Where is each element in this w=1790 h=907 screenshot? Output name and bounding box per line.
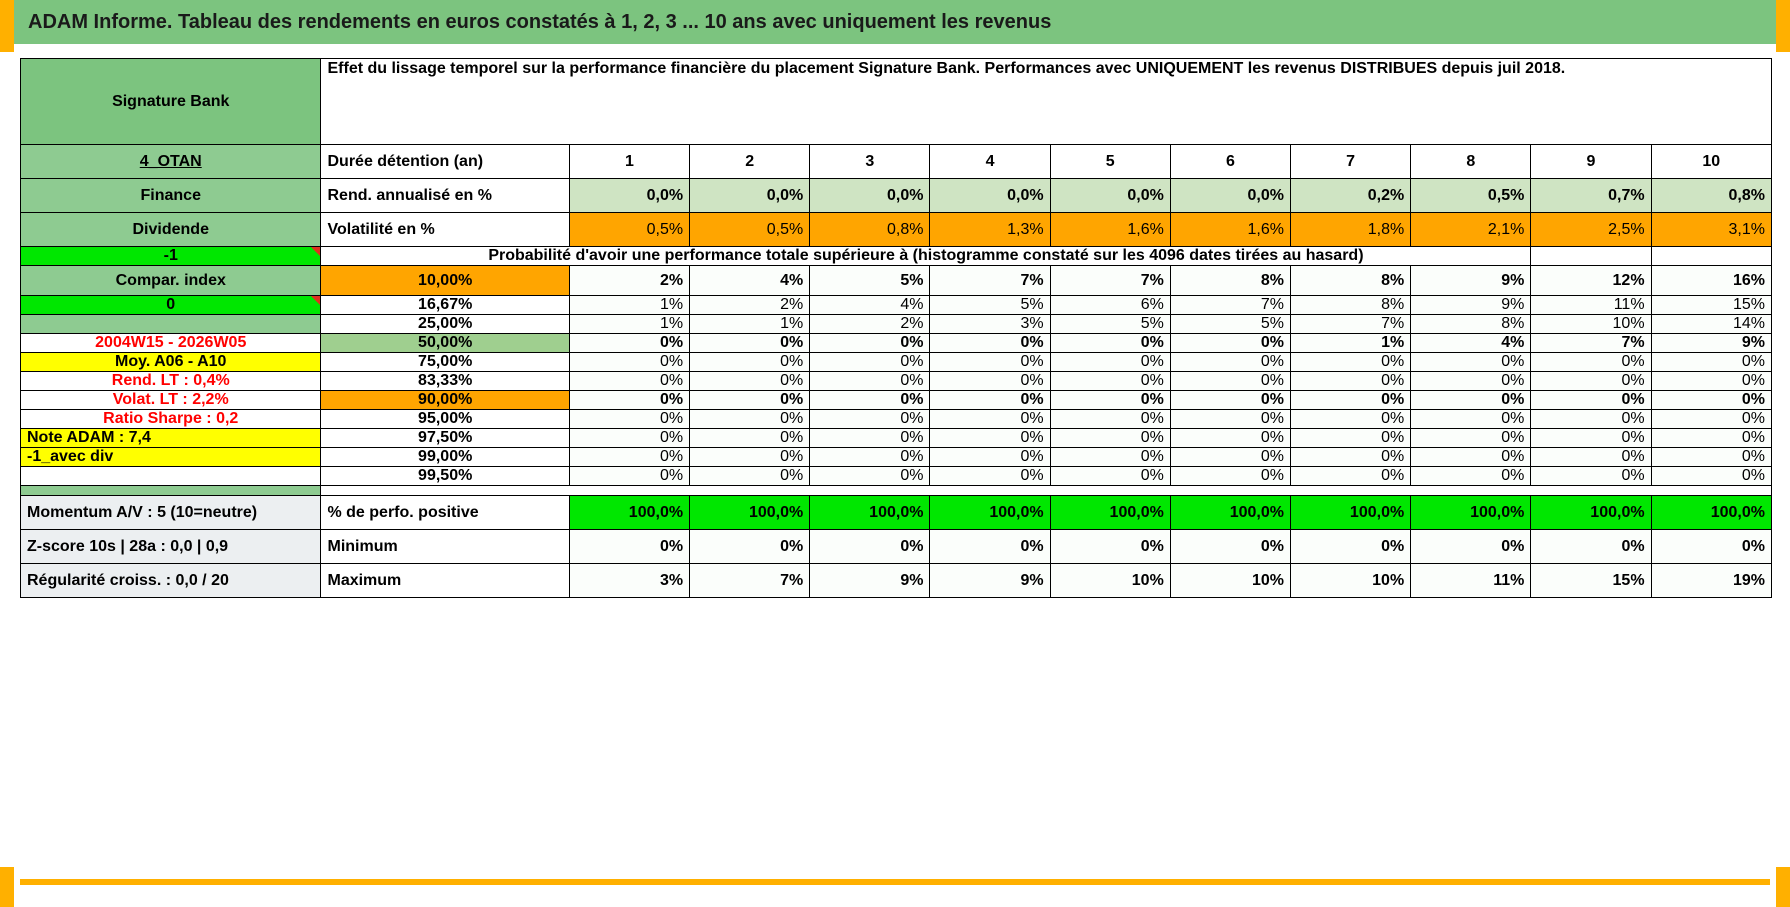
t5-c5: 0% xyxy=(1050,353,1170,372)
pp-c8: 100,0% xyxy=(1411,496,1531,530)
t3-c4: 3% xyxy=(930,315,1050,334)
col-header-6: 6 xyxy=(1170,145,1290,179)
t3-c1: 1% xyxy=(569,315,689,334)
volat-6: 1,6% xyxy=(1170,213,1290,247)
t8-c9: 0% xyxy=(1531,410,1651,429)
label-regularite: Régularité croiss. : 0,0 / 20 xyxy=(21,564,321,598)
col-header-10: 10 xyxy=(1651,145,1771,179)
t5-c1: 0% xyxy=(569,353,689,372)
page-title-bar xyxy=(14,0,1776,44)
t11-c7: 0% xyxy=(1291,467,1411,486)
t9-c9: 0% xyxy=(1531,429,1651,448)
banner-pad-1 xyxy=(1531,247,1651,266)
volat-1: 0,5% xyxy=(569,213,689,247)
t11-c6: 0% xyxy=(1170,467,1290,486)
threshold-7: 90,00% xyxy=(321,391,569,410)
t2-c10: 15% xyxy=(1651,296,1771,315)
max-c6: 10% xyxy=(1170,564,1290,598)
volat-4: 1,3% xyxy=(930,213,1050,247)
rend-8: 0,5% xyxy=(1411,179,1531,213)
rend-1: 0,0% xyxy=(569,179,689,213)
t3-c9: 10% xyxy=(1531,315,1651,334)
label-volat-lt: Volat. LT : 2,2% xyxy=(21,391,321,410)
t9-c7: 0% xyxy=(1291,429,1411,448)
t5-c10: 0% xyxy=(1651,353,1771,372)
max-c8: 11% xyxy=(1411,564,1531,598)
label-flag-2-text: 0 xyxy=(166,296,176,313)
rend-5: 0,0% xyxy=(1050,179,1170,213)
volat-3: 0,8% xyxy=(810,213,930,247)
t9-c1: 0% xyxy=(569,429,689,448)
table-row-maximum xyxy=(21,564,1772,598)
min-c7: 0% xyxy=(1291,530,1411,564)
t8-c10: 0% xyxy=(1651,410,1771,429)
min-c3: 0% xyxy=(810,530,930,564)
row-label-perfo-pos: % de perfo. positive xyxy=(321,496,569,530)
banner-pad-2 xyxy=(1651,247,1771,266)
t9-c2: 0% xyxy=(690,429,810,448)
t7-c2: 0% xyxy=(690,391,810,410)
t6-c8: 0% xyxy=(1411,372,1531,391)
rend-7: 0,2% xyxy=(1291,179,1411,213)
threshold-10: 99,00% xyxy=(321,448,569,467)
label-flag-1 xyxy=(21,247,321,266)
label-rend-lt: Rend. LT : 0,4% xyxy=(21,372,321,391)
pp-c4: 100,0% xyxy=(930,496,1050,530)
t6-c2: 0% xyxy=(690,372,810,391)
t9-c4: 0% xyxy=(930,429,1050,448)
t5-c7: 0% xyxy=(1291,353,1411,372)
t7-c6: 0% xyxy=(1170,391,1290,410)
table-row-threshold-10 xyxy=(21,448,1772,467)
min-c1: 0% xyxy=(569,530,689,564)
pp-c3: 100,0% xyxy=(810,496,930,530)
t2-c4: 5% xyxy=(930,296,1050,315)
t4-c6: 0% xyxy=(1170,334,1290,353)
t8-c3: 0% xyxy=(810,410,930,429)
label-compar-index: Compar. index xyxy=(21,266,321,296)
t4-c8: 4% xyxy=(1411,334,1531,353)
t3-c8: 8% xyxy=(1411,315,1531,334)
threshold-11: 99,50% xyxy=(321,467,569,486)
t10-c2: 0% xyxy=(690,448,810,467)
threshold-1: 10,00% xyxy=(321,266,569,296)
table-row-spacer xyxy=(21,486,1772,496)
t2-c8: 9% xyxy=(1411,296,1531,315)
row-label-duree: Durée détention (an) xyxy=(321,145,569,179)
max-c5: 10% xyxy=(1050,564,1170,598)
threshold-5: 75,00% xyxy=(321,353,569,372)
t8-c8: 0% xyxy=(1411,410,1531,429)
rend-2: 0,0% xyxy=(690,179,810,213)
t5-c4: 0% xyxy=(930,353,1050,372)
t10-c5: 0% xyxy=(1050,448,1170,467)
table-row-threshold-11 xyxy=(21,467,1772,486)
min-c8: 0% xyxy=(1411,530,1531,564)
col-header-4: 4 xyxy=(930,145,1050,179)
t1-c8: 9% xyxy=(1411,266,1531,296)
right-bottom-accent-strip xyxy=(1776,867,1790,907)
table-row-threshold-8 xyxy=(21,410,1772,429)
t1-c4: 7% xyxy=(930,266,1050,296)
t3-c2: 1% xyxy=(690,315,810,334)
col-header-7: 7 xyxy=(1291,145,1411,179)
table-row-threshold-2 xyxy=(21,296,1772,315)
t1-c5: 7% xyxy=(1050,266,1170,296)
t3-c7: 7% xyxy=(1291,315,1411,334)
rend-6: 0,0% xyxy=(1170,179,1290,213)
t2-c1: 1% xyxy=(569,296,689,315)
label-sector: Finance xyxy=(21,179,321,213)
t2-c9: 11% xyxy=(1531,296,1651,315)
table-row-duration xyxy=(21,145,1772,179)
t4-c10: 9% xyxy=(1651,334,1771,353)
threshold-4: 50,00% xyxy=(321,334,569,353)
rend-10: 0,8% xyxy=(1651,179,1771,213)
label-moyenne: Moy. A06 - A10 xyxy=(21,353,321,372)
table-row-threshold-5 xyxy=(21,353,1772,372)
min-c10: 0% xyxy=(1651,530,1771,564)
label-momentum: Momentum A/V : 5 (10=neutre) xyxy=(21,496,321,530)
comment-marker-icon xyxy=(311,296,320,305)
t5-c8: 0% xyxy=(1411,353,1531,372)
t3-c6: 5% xyxy=(1170,315,1290,334)
t3-c3: 2% xyxy=(810,315,930,334)
row-label-minimum: Minimum xyxy=(321,530,569,564)
t2-c3: 4% xyxy=(810,296,930,315)
t10-c4: 0% xyxy=(930,448,1050,467)
t7-c3: 0% xyxy=(810,391,930,410)
min-c2: 0% xyxy=(690,530,810,564)
t4-c5: 0% xyxy=(1050,334,1170,353)
min-c4: 0% xyxy=(930,530,1050,564)
title-underline xyxy=(14,44,1776,52)
rend-4: 0,0% xyxy=(930,179,1050,213)
row-label-rend: Rend. annualisé en % xyxy=(321,179,569,213)
t10-c6: 0% xyxy=(1170,448,1290,467)
t10-c10: 0% xyxy=(1651,448,1771,467)
table-row-prob-banner xyxy=(21,247,1772,266)
t4-c7: 1% xyxy=(1291,334,1411,353)
page-title: ADAM Informe. Tableau des rendements en euros constatés à 1, 2, 3 ... 10 ans avec uniquement les revenus xyxy=(28,10,1052,33)
probability-banner: Probabilité d'avoir une performance totale supérieure à (histogramme constaté sur les 4096 dates tirées au hasard) xyxy=(321,247,1531,266)
t4-c4: 0% xyxy=(930,334,1050,353)
entity-name: Signature Bank xyxy=(21,59,321,145)
comment-marker-icon xyxy=(311,247,320,256)
t11-c4: 0% xyxy=(930,467,1050,486)
t7-c9: 0% xyxy=(1531,391,1651,410)
t9-c10: 0% xyxy=(1651,429,1771,448)
pp-c5: 100,0% xyxy=(1050,496,1170,530)
t2-c7: 8% xyxy=(1291,296,1411,315)
t7-c10: 0% xyxy=(1651,391,1771,410)
threshold-6: 83,33% xyxy=(321,372,569,391)
pp-c10: 100,0% xyxy=(1651,496,1771,530)
table-row-threshold-3 xyxy=(21,315,1772,334)
min-c6: 0% xyxy=(1170,530,1290,564)
left-bottom-accent-strip xyxy=(0,867,14,907)
max-c9: 15% xyxy=(1531,564,1651,598)
t9-c5: 0% xyxy=(1050,429,1170,448)
label-type: Dividende xyxy=(21,213,321,247)
volat-10: 3,1% xyxy=(1651,213,1771,247)
min-c5: 0% xyxy=(1050,530,1170,564)
t7-c8: 0% xyxy=(1411,391,1531,410)
t6-c7: 0% xyxy=(1291,372,1411,391)
max-c3: 9% xyxy=(810,564,930,598)
min-c9: 0% xyxy=(1531,530,1651,564)
t1-c1: 2% xyxy=(569,266,689,296)
label-flag-2 xyxy=(21,296,321,315)
t5-c6: 0% xyxy=(1170,353,1290,372)
rend-9: 0,7% xyxy=(1531,179,1651,213)
threshold-3: 25,00% xyxy=(321,315,569,334)
t3-c5: 5% xyxy=(1050,315,1170,334)
max-c2: 7% xyxy=(690,564,810,598)
left-top-accent-strip xyxy=(0,0,14,52)
t4-c1: 0% xyxy=(569,334,689,353)
table-row-threshold-4 xyxy=(21,334,1772,353)
t6-c5: 0% xyxy=(1050,372,1170,391)
threshold-9: 97,50% xyxy=(321,429,569,448)
t10-c3: 0% xyxy=(810,448,930,467)
t7-c5: 0% xyxy=(1050,391,1170,410)
max-c4: 9% xyxy=(930,564,1050,598)
t6-c1: 0% xyxy=(569,372,689,391)
pp-c9: 100,0% xyxy=(1531,496,1651,530)
t8-c6: 0% xyxy=(1170,410,1290,429)
t11-c3: 0% xyxy=(810,467,930,486)
t2-c2: 2% xyxy=(690,296,810,315)
t1-c7: 8% xyxy=(1291,266,1411,296)
col-header-2: 2 xyxy=(690,145,810,179)
pp-c7: 100,0% xyxy=(1291,496,1411,530)
t6-c4: 0% xyxy=(930,372,1050,391)
t5-c9: 0% xyxy=(1531,353,1651,372)
t5-c2: 0% xyxy=(690,353,810,372)
t6-c9: 0% xyxy=(1531,372,1651,391)
label-code: 4_OTAN xyxy=(21,145,321,179)
label-note-adam: Note ADAM : 7,4 xyxy=(21,429,321,448)
t4-c2: 0% xyxy=(690,334,810,353)
table-row-minimum xyxy=(21,530,1772,564)
right-top-accent-strip xyxy=(1776,0,1790,52)
col-header-5: 5 xyxy=(1050,145,1170,179)
t6-c10: 0% xyxy=(1651,372,1771,391)
row-label-volat: Volatilité en % xyxy=(321,213,569,247)
t10-c7: 0% xyxy=(1291,448,1411,467)
table-row-rendement xyxy=(21,179,1772,213)
label-period: 2004W15 - 2026W05 xyxy=(21,334,321,353)
t7-c1: 0% xyxy=(569,391,689,410)
spacer-green-cell xyxy=(21,486,321,496)
label-flag-1-text: -1 xyxy=(163,247,178,264)
t9-c3: 0% xyxy=(810,429,930,448)
t1-c10: 16% xyxy=(1651,266,1771,296)
pp-c6: 100,0% xyxy=(1170,496,1290,530)
table-row-header xyxy=(21,59,1772,145)
bottom-accent-rule xyxy=(20,879,1770,885)
row-label-maximum: Maximum xyxy=(321,564,569,598)
t8-c4: 0% xyxy=(930,410,1050,429)
rend-3: 0,0% xyxy=(810,179,930,213)
t6-c6: 0% xyxy=(1170,372,1290,391)
t10-c9: 0% xyxy=(1531,448,1651,467)
volat-9: 2,5% xyxy=(1531,213,1651,247)
t9-c6: 0% xyxy=(1170,429,1290,448)
t8-c2: 0% xyxy=(690,410,810,429)
label-ratio-sharpe: Ratio Sharpe : 0,2 xyxy=(21,410,321,429)
table-row-threshold-6 xyxy=(21,372,1772,391)
t4-c9: 7% xyxy=(1531,334,1651,353)
label-spacer xyxy=(21,467,321,486)
t9-c8: 0% xyxy=(1411,429,1531,448)
table-row-threshold-9 xyxy=(21,429,1772,448)
volat-8: 2,1% xyxy=(1411,213,1531,247)
t11-c1: 0% xyxy=(569,467,689,486)
col-header-3: 3 xyxy=(810,145,930,179)
label-zscore: Z-score 10s | 28a : 0,0 | 0,9 xyxy=(21,530,321,564)
table-description: Effet du lissage temporel sur la performance financière du placement Signature Bank. Performances avec UNIQUEMENT les revenus DISTRIBUES depuis juil 2018. xyxy=(321,59,1772,145)
t2-c6: 7% xyxy=(1170,296,1290,315)
t1-c6: 8% xyxy=(1170,266,1290,296)
t11-c10: 0% xyxy=(1651,467,1771,486)
t8-c7: 0% xyxy=(1291,410,1411,429)
col-header-9: 9 xyxy=(1531,145,1651,179)
t11-c8: 0% xyxy=(1411,467,1531,486)
t1-c9: 12% xyxy=(1531,266,1651,296)
col-header-1: 1 xyxy=(569,145,689,179)
table-row-perfo-positive xyxy=(21,496,1772,530)
t1-c3: 5% xyxy=(810,266,930,296)
t10-c8: 0% xyxy=(1411,448,1531,467)
t10-c1: 0% xyxy=(569,448,689,467)
t2-c5: 6% xyxy=(1050,296,1170,315)
t11-c5: 0% xyxy=(1050,467,1170,486)
table-row-threshold-7 xyxy=(21,391,1772,410)
volat-7: 1,8% xyxy=(1291,213,1411,247)
max-c7: 10% xyxy=(1291,564,1411,598)
max-c10: 19% xyxy=(1651,564,1771,598)
t7-c7: 0% xyxy=(1291,391,1411,410)
t6-c3: 0% xyxy=(810,372,930,391)
table-row-threshold-1 xyxy=(21,266,1772,296)
performance-table xyxy=(20,58,1772,598)
t4-c3: 0% xyxy=(810,334,930,353)
spacer-cell xyxy=(321,486,1772,496)
volat-5: 1,6% xyxy=(1050,213,1170,247)
pp-c2: 100,0% xyxy=(690,496,810,530)
label-blank xyxy=(21,315,321,334)
t7-c4: 0% xyxy=(930,391,1050,410)
t8-c5: 0% xyxy=(1050,410,1170,429)
threshold-8: 95,00% xyxy=(321,410,569,429)
col-header-8: 8 xyxy=(1411,145,1531,179)
threshold-2: 16,67% xyxy=(321,296,569,315)
t5-c3: 0% xyxy=(810,353,930,372)
t3-c10: 14% xyxy=(1651,315,1771,334)
pp-c1: 100,0% xyxy=(569,496,689,530)
label-avec-div: -1_avec div xyxy=(21,448,321,467)
t1-c2: 4% xyxy=(690,266,810,296)
table-row-volatilite xyxy=(21,213,1772,247)
volat-2: 0,5% xyxy=(690,213,810,247)
max-c1: 3% xyxy=(569,564,689,598)
t11-c9: 0% xyxy=(1531,467,1651,486)
t11-c2: 0% xyxy=(690,467,810,486)
t8-c1: 0% xyxy=(569,410,689,429)
